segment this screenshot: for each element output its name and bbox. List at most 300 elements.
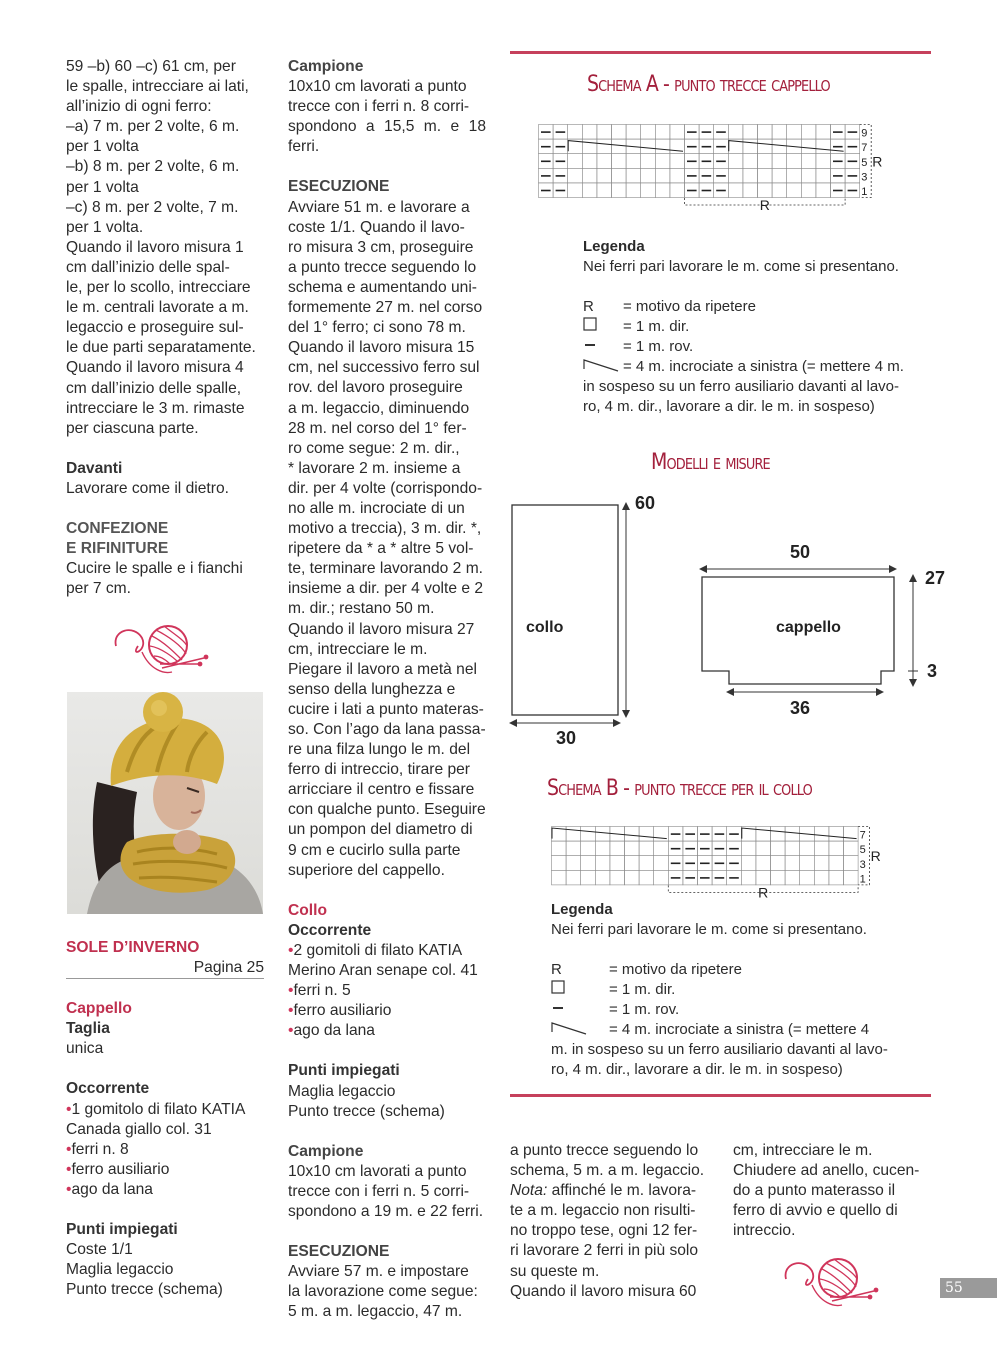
chart-cell <box>566 827 581 842</box>
occorrente-item: • ago da lana <box>66 1180 264 1200</box>
punti-item: Maglia legaccio <box>66 1261 174 1279</box>
legend-text: = motivo da ripetere <box>623 298 756 315</box>
chart-cell <box>829 841 844 856</box>
purl-mark <box>685 833 695 835</box>
punti-item: Punto trecce (schema) <box>66 1281 223 1299</box>
modelli-title: Modelli e misure <box>651 450 770 475</box>
chart-cell <box>641 154 656 169</box>
text-line: all’inizio di ogni ferro: <box>66 98 212 116</box>
chart-cell <box>625 856 640 871</box>
purl-mark <box>848 190 858 192</box>
purl-mark <box>671 863 681 865</box>
occorrente-item: • 1 gomitolo di filato KATIA <box>66 1100 264 1120</box>
repeat-symbol: R <box>551 961 562 978</box>
text-line: so. Con l’ago da lana passa- <box>288 721 486 738</box>
text-line: schema e aumentando uni- <box>288 278 477 296</box>
text-line: cm, intrecciare le m. <box>733 1142 873 1159</box>
text-line: dir. per 4 volte (corrispondo- <box>288 479 483 497</box>
schema-b-chart <box>551 826 891 900</box>
text-line: ro misura 3 cm, proseguire <box>288 238 474 256</box>
cappello-rib-label: 3 <box>927 661 938 681</box>
text-line: Quando il lavoro misura 4 <box>66 359 244 377</box>
chart-cell <box>597 139 612 154</box>
purl-mark <box>715 863 725 865</box>
text-line: 9 cm e cucirlo sulla parte <box>288 841 461 859</box>
purl-mark <box>716 161 726 163</box>
confezione-line-2: per 7 cm. <box>66 580 131 598</box>
chart-cell <box>612 139 627 154</box>
chart-cell <box>758 183 773 198</box>
purl-mark <box>541 131 551 133</box>
purl-mark <box>671 848 681 850</box>
legend-continuation: ro, 4 m. dir., lavorare a dir. le m. in sospeso) <box>551 1061 843 1078</box>
chart-cell <box>743 183 758 198</box>
purl-mark <box>700 833 710 835</box>
collo-campione-text <box>288 1162 486 1222</box>
cable-cross-mark <box>568 141 683 152</box>
campione-text <box>288 77 486 157</box>
row-number: 1 <box>861 186 868 198</box>
legend-continuation: m. in sospeso su un ferro ausiliario davanti al lavo- <box>551 1041 888 1058</box>
chart-cell <box>844 841 859 856</box>
text-line: ripetere da * a * altre 5 vol- <box>288 540 474 558</box>
chart-cell <box>787 183 802 198</box>
chart-cell <box>568 154 583 169</box>
chart-cell <box>581 841 596 856</box>
page-reference: Pagina 25 <box>66 958 264 979</box>
purl-mark <box>556 146 566 148</box>
purl-mark <box>685 877 695 879</box>
chart-cell <box>743 125 758 140</box>
campione-title: Campione <box>288 58 364 75</box>
legend-title: Legenda <box>551 901 613 918</box>
row-number: 7 <box>859 829 866 842</box>
text-line: intreccio. <box>733 1222 796 1240</box>
chart-cell <box>625 841 640 856</box>
top-accent-rule <box>510 51 931 54</box>
text-line: legaccio e proseguire sul- <box>66 319 244 337</box>
text-line: trecce con i ferri n. 5 corri- <box>288 1182 470 1200</box>
chart-cell <box>610 856 625 871</box>
text-line: Chiudere ad anello, cucen- <box>733 1162 920 1180</box>
text-line: Piegare il lavoro a metà nel <box>288 660 477 678</box>
chart-cell <box>670 125 685 140</box>
text-line: intrecciare le 3 m. rimaste <box>66 399 245 417</box>
chart-cell <box>655 125 670 140</box>
purl-mark <box>716 131 726 133</box>
text-line: del 1° ferro; ci sono 78 m. <box>288 319 466 337</box>
chart-cell <box>597 154 612 169</box>
collo-width-label: 30 <box>556 728 577 748</box>
chart-cell <box>552 856 567 871</box>
text-line: Avviare 51 m. e lavorare a <box>288 198 470 216</box>
chart-cell <box>597 125 612 140</box>
row-number: 1 <box>859 873 866 886</box>
chart-cell <box>800 870 815 885</box>
cable-cross-mark <box>552 828 667 839</box>
text-line: motivo a treccia), 3 m. dir. *, <box>288 520 482 538</box>
purl-mark <box>556 131 566 133</box>
purl-mark <box>671 877 681 879</box>
chart-cell <box>758 125 773 140</box>
text-line: con qualche punto. Eseguire <box>288 801 486 819</box>
text-line: rov. del lavoro proseguire <box>288 379 463 397</box>
chart-cell <box>829 870 844 885</box>
chart-cell <box>566 870 581 885</box>
text-line: ferro di avvio e quello di <box>733 1202 898 1220</box>
legend-text: = 1 m. dir. <box>609 981 676 998</box>
column-4 <box>733 1141 931 1241</box>
chart-cell <box>743 168 758 183</box>
chart-cell <box>595 827 610 842</box>
chart-cell <box>582 139 597 154</box>
legend-continuation: ro, 4 m. dir., lavorare a dir. le m. in sospeso) <box>583 398 875 415</box>
text-line: cm, nel successivo ferro sul <box>288 359 480 377</box>
text-line: 59 –b) 60 –c) 61 cm, per <box>66 58 236 75</box>
purl-mark <box>848 175 858 177</box>
purl-mark <box>833 131 843 133</box>
purl-mark <box>541 175 551 177</box>
purl-mark <box>702 146 712 148</box>
chart-cell <box>595 841 610 856</box>
purl-mark <box>715 833 725 835</box>
nota-line <box>510 1181 708 1201</box>
row-number: 3 <box>861 171 868 184</box>
text-line: spondono a 19 m. e 22 ferri. <box>288 1202 484 1220</box>
legend-row-knit <box>551 980 911 1000</box>
text-line: cm dall’inizio delle spalle, <box>66 379 242 397</box>
repeat-label: R <box>759 197 770 213</box>
purl-mark <box>848 146 858 148</box>
legend-row-repeat <box>583 297 933 317</box>
section-title: SOLE D’INVERNO <box>66 939 200 956</box>
text-line: a m. legaccio, diminuendo <box>288 399 470 417</box>
text-line: per 1 volta. <box>66 218 144 236</box>
davanti-heading: Davanti <box>66 459 123 477</box>
purl-mark <box>685 848 695 850</box>
purl-mark <box>700 863 710 865</box>
text-line: Quando il lavoro misura 1 <box>66 238 244 256</box>
purl-mark <box>541 146 551 148</box>
chart-cell <box>829 827 844 842</box>
text-line: spondono a 15,5 m. e 18 ferri. <box>288 118 486 156</box>
text-line: do a punto materasso il <box>733 1182 896 1200</box>
schema-b-legend <box>551 900 911 1080</box>
chart-cell <box>772 139 787 154</box>
chart-cell <box>566 841 581 856</box>
row-number: 5 <box>861 156 868 169</box>
column-1-bottom <box>66 938 264 1300</box>
purl-mark <box>556 161 566 163</box>
chart-cell <box>625 870 640 885</box>
text-line: per 1 volta <box>66 178 139 196</box>
text-line: cucire i lati a punto materas- <box>288 700 484 718</box>
legend-text: = 1 m. rov. <box>623 338 694 355</box>
chart-cell <box>756 827 771 842</box>
chart-cell <box>626 125 641 140</box>
chart-cell <box>801 154 816 169</box>
chart-cell <box>610 841 625 856</box>
text-line: –c) 8 m. per 2 volte, 7 m. <box>66 198 239 216</box>
chart-cell <box>655 168 670 183</box>
collo-occorrente-item: • ago da lana <box>288 1021 486 1041</box>
chart-cell <box>612 168 627 183</box>
legend-row-repeat <box>551 960 911 980</box>
chart-cell <box>655 154 670 169</box>
purl-mark <box>848 161 858 163</box>
text-line: superiore del cappello. <box>288 861 445 879</box>
text-line: m. dir.; restano 50 m. <box>288 600 435 618</box>
text-line: Quando il lavoro misura 27 <box>288 620 475 638</box>
box-icon <box>583 317 613 337</box>
column-4-text <box>733 1141 931 1241</box>
chart-cell <box>568 183 583 198</box>
text-line: ferro di intreccio, tirare per <box>288 761 470 779</box>
repeat-label: R <box>870 848 881 865</box>
chart-cell <box>816 168 831 183</box>
purl-mark <box>685 863 695 865</box>
taglia-value: unica <box>66 1040 104 1058</box>
nota-text: affinché le m. lavora- <box>547 1182 697 1200</box>
row-number: 5 <box>859 844 866 857</box>
legend-title: Legenda <box>583 238 645 255</box>
chart-cell <box>654 841 669 856</box>
chart-cell <box>597 168 612 183</box>
cable-cross-mark <box>729 141 844 152</box>
chart-cell <box>814 856 829 871</box>
chart-cell <box>728 183 743 198</box>
chart-cell <box>670 183 685 198</box>
cappello-label: cappello <box>776 619 841 636</box>
text-line: senso della lunghezza e <box>288 680 456 698</box>
column-3-text <box>510 1201 708 1301</box>
chart-cell <box>787 154 802 169</box>
purl-mark <box>702 190 712 192</box>
column-1 <box>66 57 264 599</box>
purl-mark <box>848 131 858 133</box>
chart-cell <box>758 139 773 154</box>
chart-cell <box>758 154 773 169</box>
purl-mark <box>541 161 551 163</box>
bottom-accent-rule <box>510 1094 931 1097</box>
chart-cell <box>772 168 787 183</box>
legend-text: = 4 m. incrociate a sinistra (= mettere 4 <box>609 1021 870 1038</box>
cappello-width-bottom-label: 36 <box>790 698 811 718</box>
chart-cell <box>595 856 610 871</box>
chart-cell <box>552 841 567 856</box>
legend-row-cross <box>551 1020 911 1040</box>
chart-cell <box>639 841 654 856</box>
dash-icon <box>583 337 613 357</box>
text-line: Quando il lavoro misura 15 <box>288 339 475 357</box>
chart-cell <box>816 183 831 198</box>
purl-mark <box>687 146 697 148</box>
text-line: le spalle, intrecciare ai lati, <box>66 78 249 96</box>
chart-cell <box>772 183 787 198</box>
text-line: Avviare 57 m. e impostare <box>288 1263 469 1281</box>
chart-cell <box>771 870 786 885</box>
cappello-height-label: 27 <box>925 568 946 588</box>
collo-occorrente-continuation: Merino Aran senape col. 41 <box>288 962 478 980</box>
legend-row-cross <box>583 357 933 377</box>
text-line: re una filza lungo le m. del <box>288 741 471 759</box>
purl-mark <box>833 161 843 163</box>
chart-cell <box>641 125 656 140</box>
chart-cell <box>655 183 670 198</box>
chart-cell <box>670 154 685 169</box>
chart-cell <box>641 139 656 154</box>
purl-mark <box>702 161 712 163</box>
chart-cell <box>814 827 829 842</box>
text-line: cm dall’inizio delle spal- <box>66 258 230 276</box>
text-line: –b) 8 m. per 2 volte, 6 m. <box>66 158 240 176</box>
chart-cell <box>582 125 597 140</box>
legend-text: = motivo da ripetere <box>609 961 742 978</box>
chart-cell <box>785 856 800 871</box>
chart-cell <box>816 154 831 169</box>
collo-punti-title: Punti impiegati <box>288 1062 400 1080</box>
schema-a-chart <box>538 124 898 216</box>
chart-cell <box>800 856 815 871</box>
chart-cell <box>801 168 816 183</box>
chart-cell <box>728 154 743 169</box>
chart-cell <box>612 154 627 169</box>
chart-cell <box>626 183 641 198</box>
text-line: schema, 5 m. a m. legaccio. <box>510 1162 705 1180</box>
text-line: no alle m. incrociate di un <box>288 499 465 517</box>
chart-cell <box>566 856 581 871</box>
dietro-continuation <box>66 57 264 439</box>
text-line: per ciascuna parte. <box>66 419 199 437</box>
purl-mark <box>716 146 726 148</box>
purl-mark <box>556 175 566 177</box>
chart-cell <box>552 870 567 885</box>
purl-mark <box>729 863 739 865</box>
text-line: le m. centrali lavorate a m. <box>66 299 249 317</box>
purl-mark <box>716 175 726 177</box>
chart-cell <box>743 154 758 169</box>
chart-cell <box>771 827 786 842</box>
chart-cell <box>654 856 669 871</box>
legend-continuation: in sospeso su un ferro ausiliario davanti al lavo- <box>583 378 900 395</box>
text-line: cm, intrecciare le m. <box>288 640 428 658</box>
purl-mark <box>729 848 739 850</box>
text-line: Quando il lavoro misura 60 <box>510 1282 697 1300</box>
legend-text: = 1 m. dir. <box>623 318 690 335</box>
purl-mark <box>671 833 681 835</box>
text-line: formemente 27 m. nel corso <box>288 299 483 317</box>
schema-a-title: Schema A - punto trecce cappello <box>587 72 830 97</box>
collo-occorrente-item: • ferro ausiliario <box>288 1001 486 1021</box>
chart-cell <box>844 856 859 871</box>
confezione-line-1: Cucire le spalle e i fianchi <box>66 560 243 578</box>
chart-cell <box>741 841 756 856</box>
text-line: te a m. legaccio non risulti- <box>510 1202 696 1220</box>
occorrente-continuation: Canada giallo col. 31 <box>66 1120 212 1138</box>
occorrente-item: • ferri n. 8 <box>66 1140 264 1160</box>
cappello-title: Cappello <box>66 1000 132 1018</box>
text-line: trecce con i ferri n. 8 corri- <box>288 98 470 116</box>
chart-cell <box>741 870 756 885</box>
legend-row-purl <box>551 1000 911 1020</box>
chart-cell <box>756 870 771 885</box>
chart-cell <box>816 139 831 154</box>
text-line: 10x10 cm lavorati a punto <box>288 78 467 96</box>
chart-cell <box>756 841 771 856</box>
chart-cell <box>655 139 670 154</box>
schema-a-legend <box>583 237 933 417</box>
text-line: –a) 7 m. per 2 volte, 6 m. <box>66 118 240 136</box>
text-line: insieme a dir. per 4 volte e 2 <box>288 580 484 598</box>
text-line: no troppo tese, ogni 12 fer- <box>510 1222 698 1240</box>
box-icon <box>551 980 581 1000</box>
repeat-label: R <box>872 153 883 170</box>
chart-cell <box>641 168 656 183</box>
chart-cell <box>595 870 610 885</box>
text-line: per 1 volta <box>66 138 139 156</box>
occorrente-item: • ferro ausiliario <box>66 1160 264 1180</box>
page-number: 55 <box>940 1278 997 1298</box>
occorrente-title: Occorrente <box>66 1080 150 1098</box>
cable-cross-icon <box>583 357 613 379</box>
chart-cell <box>728 168 743 183</box>
chart-cell <box>626 154 641 169</box>
chart-cell <box>814 841 829 856</box>
text-line: le due parti separatamente. <box>66 339 256 357</box>
chart-cell <box>728 125 743 140</box>
chart-cell <box>625 827 640 842</box>
legend-intro: Nei ferri pari lavorare le m. come si presentano. <box>583 258 899 275</box>
purl-mark <box>556 190 566 192</box>
purl-mark <box>715 877 725 879</box>
collo-height-label: 60 <box>635 493 656 513</box>
esecuzione-text <box>288 198 486 881</box>
text-line: a punto trecce seguendo lo <box>288 258 477 276</box>
taglia-title: Taglia <box>66 1020 110 1038</box>
nota-label: Nota: <box>510 1182 548 1200</box>
chart-cell <box>581 856 596 871</box>
purl-mark <box>729 833 739 835</box>
text-line: 5 m. a m. legaccio, 47 m. <box>288 1303 463 1321</box>
collo-esecuzione-title: ESECUZIONE <box>288 1243 390 1261</box>
repeat-symbol: R <box>583 298 594 315</box>
purl-mark <box>833 190 843 192</box>
collo-esecuzione-text <box>288 1262 486 1322</box>
text-line: 10x10 cm lavorati a punto <box>288 1162 467 1180</box>
collo-punti-item: Maglia legaccio <box>288 1082 396 1100</box>
dash-icon <box>551 1000 581 1020</box>
purl-mark <box>833 146 843 148</box>
legend-intro: Nei ferri pari lavorare le m. come si presentano. <box>551 921 867 938</box>
legend-row-purl <box>583 337 933 357</box>
collo-occorrente-title: Occorrente <box>288 921 372 939</box>
punti-title: Punti impiegati <box>66 1221 178 1239</box>
text-line: coste 1/1. Quando il lavo- <box>288 218 465 236</box>
chart-cell <box>582 168 597 183</box>
chart-cell <box>654 870 669 885</box>
text-line: su queste m. <box>510 1262 600 1280</box>
chart-cell <box>581 827 596 842</box>
purl-mark <box>541 190 551 192</box>
chart-cell <box>814 870 829 885</box>
chart-cell <box>626 168 641 183</box>
text-line: te, terminare lavorando 2 m. <box>288 560 484 578</box>
chart-cell <box>581 870 596 885</box>
legend-text: = 4 m. incrociate a sinistra (= mettere 4 m. <box>623 358 904 375</box>
chart-cell <box>771 841 786 856</box>
purl-mark <box>702 175 712 177</box>
confezione-heading-1: CONFEZIONE <box>66 519 169 537</box>
